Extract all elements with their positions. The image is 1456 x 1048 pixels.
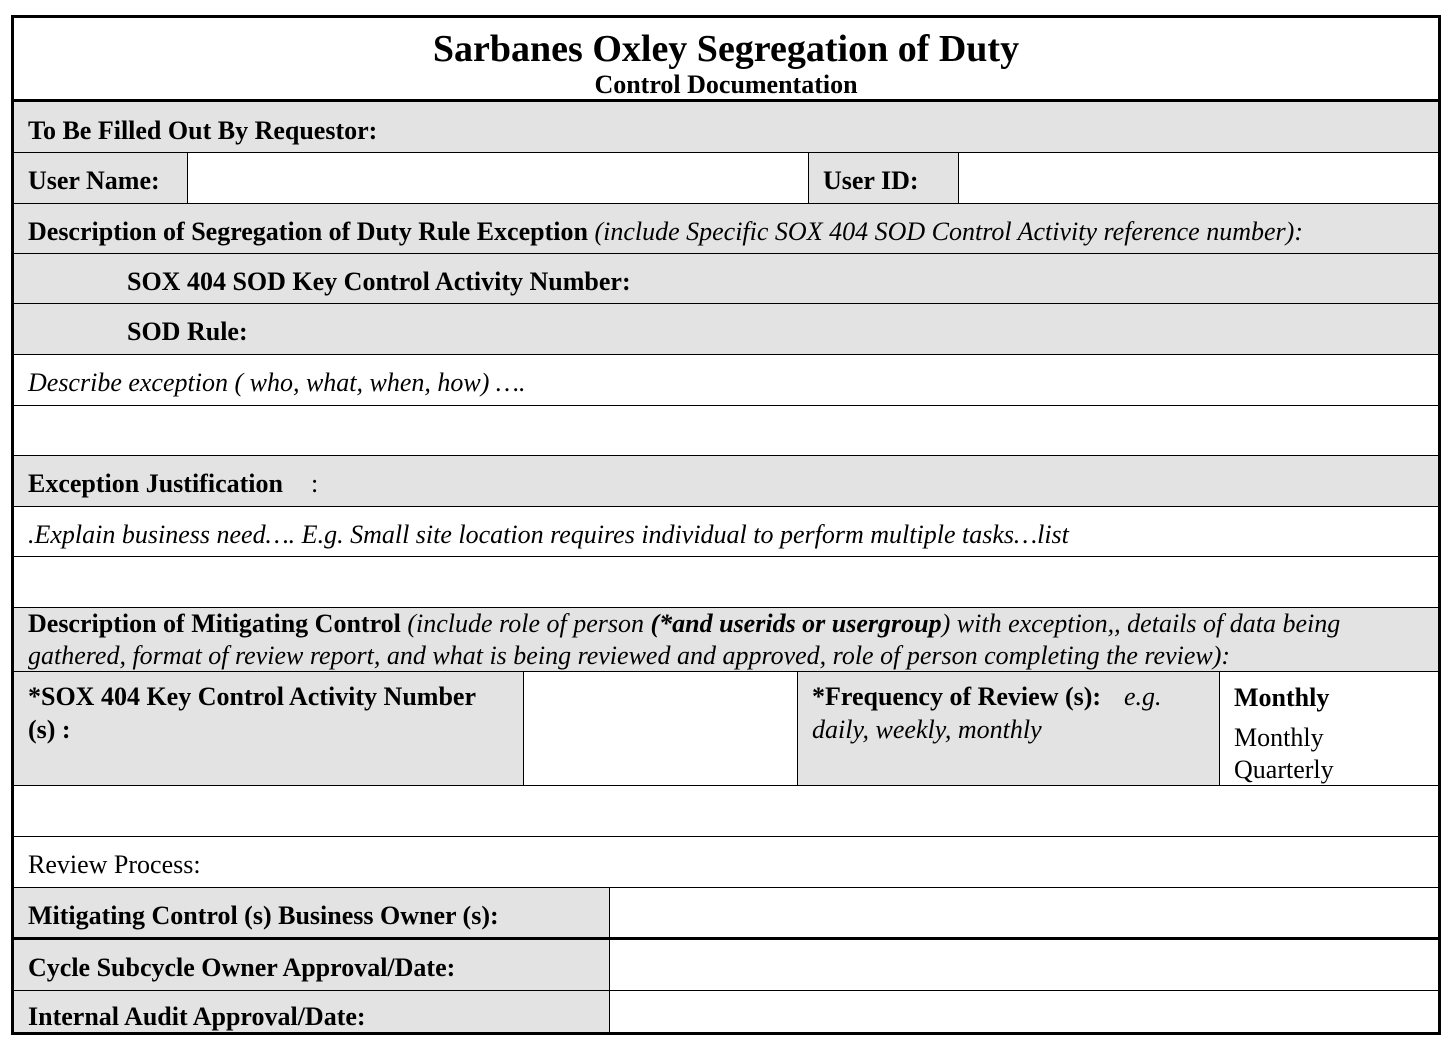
frequency-label: *Frequency of Review (s): [812, 682, 1102, 711]
cycle-owner-field[interactable] [609, 940, 1438, 990]
exception-description-note: (include Specific SOX 404 SOD Control Activity reference number): [594, 217, 1303, 246]
business-owner-row [14, 888, 1438, 940]
internal-audit-field[interactable] [609, 991, 1438, 1032]
form-title: Sarbanes Oxley Segregation of Duty [432, 28, 1020, 70]
describe-exception-row[interactable] [14, 355, 1438, 406]
internal-audit-row [14, 991, 1438, 1032]
activity-label-line1: *SOX 404 Key Control Activity Number [28, 682, 476, 711]
requestor-section-row [14, 102, 1438, 153]
form-header [14, 18, 1438, 102]
cycle-owner-row [14, 940, 1438, 991]
user-id-field[interactable] [958, 153, 1438, 203]
frequency-label-cell [797, 672, 1219, 785]
exception-description-label: Description of Segregation of Duty Rule Exception [28, 217, 588, 246]
activity-frequency-row [14, 672, 1438, 786]
justification-colon: : [311, 469, 319, 498]
business-owner-label: Mitigating Control (s) Business Owner (s): [28, 901, 499, 930]
frequency-selected: Monthly [1234, 683, 1330, 712]
internal-audit-label: Internal Audit Approval/Date: [28, 1002, 366, 1031]
mitigating-line-2: gathered, format of review report, and what is being reviewed and approved, role of person completing the review): [28, 641, 1231, 670]
mitigating-description-field[interactable] [14, 786, 1438, 837]
mitigating-description-row [14, 608, 1438, 672]
user-name-label: User Name: [28, 166, 160, 195]
business-owner-field[interactable] [609, 888, 1438, 937]
sod-rule-label: SOD Rule: [127, 317, 248, 346]
exception-description-row [14, 204, 1438, 254]
justification-field[interactable] [14, 557, 1438, 608]
frequency-option-monthly[interactable]: Monthly [1234, 723, 1324, 752]
user-name-field[interactable] [187, 153, 808, 203]
justification-label: Exception Justification [28, 469, 283, 498]
describe-exception-field[interactable] [14, 406, 1438, 456]
mitigating-note-part1: (include role of person [407, 609, 644, 638]
activity-number-label: SOX 404 SOD Key Control Activity Number: [127, 267, 631, 296]
activity-number-row [14, 254, 1438, 304]
frequency-option-quarterly[interactable]: Quarterly [1234, 755, 1334, 784]
review-process-row [14, 837, 1438, 888]
user-id-label: User ID: [823, 166, 919, 195]
justification-row [14, 456, 1438, 507]
describe-exception-placeholder: Describe exception ( who, what, when, how) …. [28, 368, 526, 397]
frequency-hint-line1: e.g. [1124, 682, 1162, 711]
requestor-section-label: To Be Filled Out By Requestor: [28, 116, 378, 145]
activity-number-field[interactable] [523, 672, 797, 785]
sod-control-form [11, 15, 1441, 1035]
mitigating-line-1 [28, 611, 1340, 637]
user-row [14, 153, 1438, 204]
justification-placeholder-row[interactable] [14, 507, 1438, 557]
justification-placeholder: .Explain business need…. E.g. Small site location requires individual to perform multiple tasks…list [28, 520, 1069, 549]
form-subtitle: Control Documentation [594, 70, 858, 99]
sod-rule-row [14, 304, 1438, 355]
mitigating-label: Description of Mitigating Control [28, 609, 401, 638]
mitigating-note-part2: ) with exception,, details of data being [941, 609, 1341, 638]
frequency-hint-line2: daily, weekly, monthly [812, 715, 1042, 744]
activity-label-line2: (s) : [28, 715, 71, 744]
exception-description-text [28, 219, 1303, 245]
mitigating-note-bold: (*and userids or usergroup [650, 609, 942, 638]
user-id-label-cell [808, 153, 958, 203]
review-process-label: Review Process: [28, 850, 201, 879]
frequency-dropdown[interactable] [1219, 672, 1438, 785]
cycle-owner-label: Cycle Subcycle Owner Approval/Date: [28, 953, 456, 982]
